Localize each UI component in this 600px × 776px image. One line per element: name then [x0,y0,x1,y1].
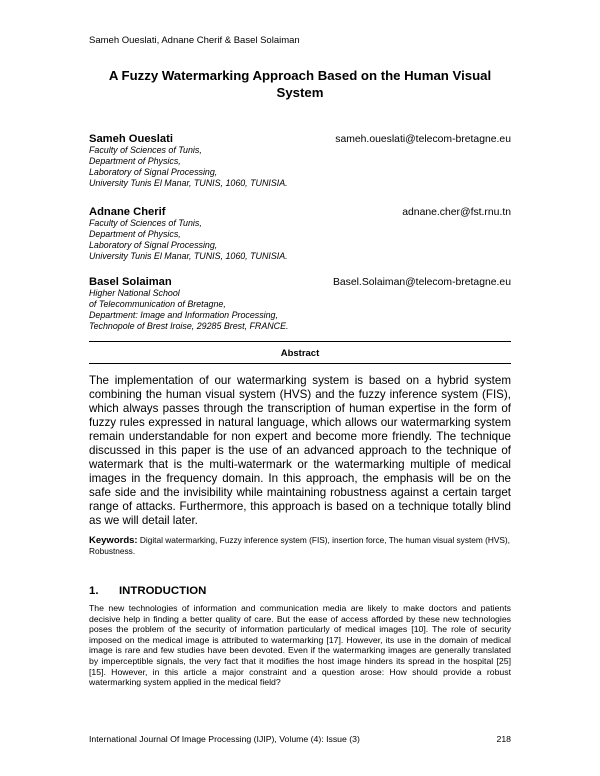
author-affiliation-line: Department of Physics, [89,156,181,167]
author-name: Adnane Cherif [89,206,166,218]
abstract-heading: Abstract [280,348,320,359]
author-affiliation-line: Faculty of Sciences of Tunis, [89,218,202,228]
author-name: Sameh Oueslati [89,133,173,145]
author-affiliation-line: Technopole of Brest Iroise, 29285 Brest, FRANCE. [89,321,289,332]
author-affiliation-line: Higher National School [89,288,180,298]
author-affiliation-line: University Tunis El Manar, TUNIS, 1060, TUNISIA. [89,251,288,262]
author-affiliation-line: University Tunis El Manar, TUNIS, 1060, TUNISIA. [89,178,288,189]
author-affiliation-line: Laboratory of Signal Processing, [89,167,218,178]
author-email: sameh.oueslati@telecom-bretagne.eu [335,134,511,145]
author-block-3 [89,276,511,332]
author-affiliation-line: Laboratory of Signal Processing, [89,240,218,251]
keywords [89,535,511,557]
page-footer [89,734,511,744]
keywords-label: Keywords: [89,535,138,546]
section-heading [89,585,206,597]
footer-page-number: 218 [496,734,511,744]
author-name: Basel Solaiman [89,276,172,288]
author-block-1 [89,133,511,189]
author-block-2 [89,206,511,262]
section-number: 1. [89,585,99,597]
author-email: Basel.Solaiman@telecom-bretagne.eu [332,277,511,288]
author-affiliation-line: Faculty of Sciences of Tunis, [89,145,202,155]
abstract-text: The implementation of our watermarking system is based on a hybrid system combining the human visual system (HVS) and the fuzzy inference system (FIS), which always passes through the transcription of human expertise in the form of fuzzy rules expressed in natural language, which allows our watermarking system remain understandable for non expert and become more friendly. The technique discussed in this paper is the use of an advanced approach to the technique of watermark that is the multi-watermark or the watermarking multiple of medical images in the frequency domain. In this approach, the emphasis will be on the safe side and the invisibility while maintaining robustness against a certain target range of attacks. Furthermore, this approach is based on a technique totally blind as we will detail later. [89,374,511,527]
abstract-bottom-rule [89,363,511,364]
introduction-text: The new technologies of information and communication media are likely to make doctors and patients decisive help in finding a better quality of care. But the ease of access afforded by these new technologies poses the problem of the security of information particularly of medical images [10]. The role of security imposed on the medical image is attributed to watermarking [17]. However, its use in the domain of medical image is rare and few studies have been devoted. Even if the watermarking images are generally translated by imperceptible signals, the very fact that it modifies the host image hinders its spread in the hospital [25] [15]. However, in this article a major constraint and a question arose: How should provide a robust watermarking system applied in the medical field? [89,603,511,688]
author-email: adnane.cher@fst.rnu.tn [402,207,511,218]
author-affiliation-line: Department: Image and Information Processing, [89,310,278,321]
section-title: INTRODUCTION [119,585,207,597]
abstract-top-rule [89,341,511,342]
paper-title: A Fuzzy Watermarking Approach Based on the Human Visual System [108,68,492,100]
footer-journal: International Journal Of Image Processing (IJIP), Volume (4): Issue (3) [89,734,360,744]
running-head: Sameh Oueslati, Adnane Cherif & Basel Solaiman [89,35,300,46]
author-affiliation-line: Department of Physics, [89,229,181,240]
keywords-text: Digital watermarking, Fuzzy inference system (FIS), insertion force, The human visual system (HVS), Robustness. [89,535,510,556]
author-affiliation-line: of Telecommunication of Bretagne, [89,299,226,310]
